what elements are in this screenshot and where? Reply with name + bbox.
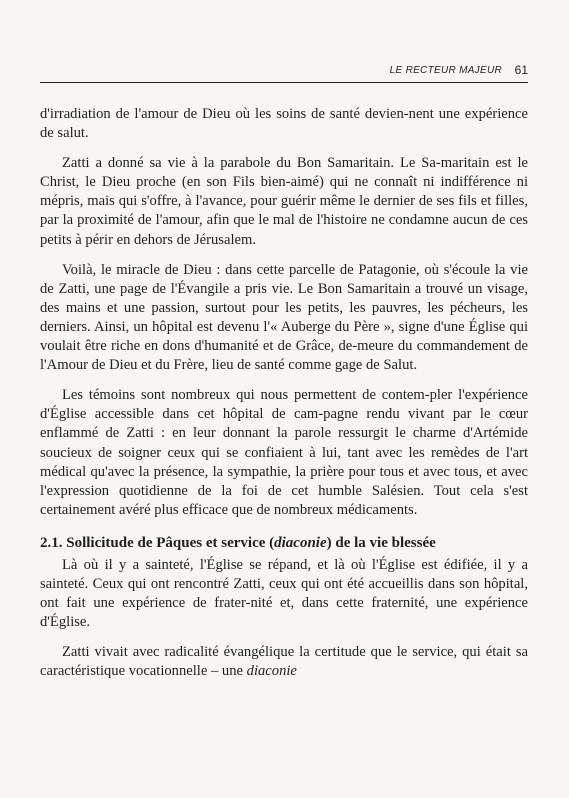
body-text <box>40 105 528 693</box>
paragraph-service <box>40 643 528 681</box>
paragraph-service-text: Zatti vivait avec radicalité évangélique la certitude que le service, qui était sa caractéristique vocationnelle – une <box>40 644 528 680</box>
paragraph-miracle: Voilà, le miracle de Dieu : dans cette parcelle de Patagonie, où s'écoule la vie de Zatti, une page de l'Évangile a pris vie. Le Bon Samaritain a trouvé un visage, des mains et une passion, surtout pour les petits, les pauvres, les pécheurs, les derniers. Ainsi, un hôpital est devenu l'« Auberge du Père », signe d'une Église qui voulait être riche en dons d'humanité et de Grâce, de-meure du commandement de l'Amour de Dieu et du Frère, lieu de santé comme gage de Salut. <box>40 261 528 374</box>
paragraph-temoins: Les témoins sont nombreux qui nous permettent de contem-pler l'expérience d'Église accessible dans cet hôpital de cam-pagne rendu vivant par le cœur enflammé de Zatti : en leur donnant la parole ressurgit le charme d'Artémide soucieux de soigner ceux qui se confiaient à lui, tant avec les remèdes de l'art médical qu'avec la présence, la sympathie, la prière pour tous et avec tous, et avec l'expression quotidienne de la foi de cet humble Salésien. Tout cela s'est certainement avéré plus efficace que de nombreux médicaments. <box>40 387 528 518</box>
running-title: LE RECTEUR MAJEUR <box>389 65 502 76</box>
section-heading <box>40 534 528 553</box>
paragraph-continued: d'irradiation de l'amour de Dieu où les soins de santé devien-nent une expérience de salut. <box>40 106 528 142</box>
paragraph-bon-samaritain: Zatti a donné sa vie à la parabole du Bon Samaritain. Le Sa-maritain est le Christ, le Dieu proche (en son Fils bien-aimé) qui ne connaît ni indifférence ni mépris, mais qui s'offre, à l'avance, pour guérir même le dernier de ses fils et filles, par la proximité de l'amour, afin que le mal de l'histoire ne condamne aucun de ces petits à périr en dehors de Jérusalem. <box>40 155 528 248</box>
running-header <box>40 62 528 83</box>
page-number: 61 <box>514 63 528 77</box>
section-heading-start: 2.1. Sollicitude de Pâques et service ( <box>40 534 275 551</box>
paragraph-service-italic: diaconie <box>246 663 297 680</box>
paragraph-saintete: Là où il y a sainteté, l'Église se répand, et là où l'Église est édifiée, il y a sainteté. Ceux qui ont rencontré Zatti, ceux qui ont été accueillis dans son hôpital, ont fait une expérience de frater-nité et, dans cette fraternité, une expérience d'Église. <box>40 556 528 631</box>
section-heading-end: ) de la vie blessée <box>326 534 436 551</box>
section-heading-italic: diaconie <box>274 534 327 551</box>
